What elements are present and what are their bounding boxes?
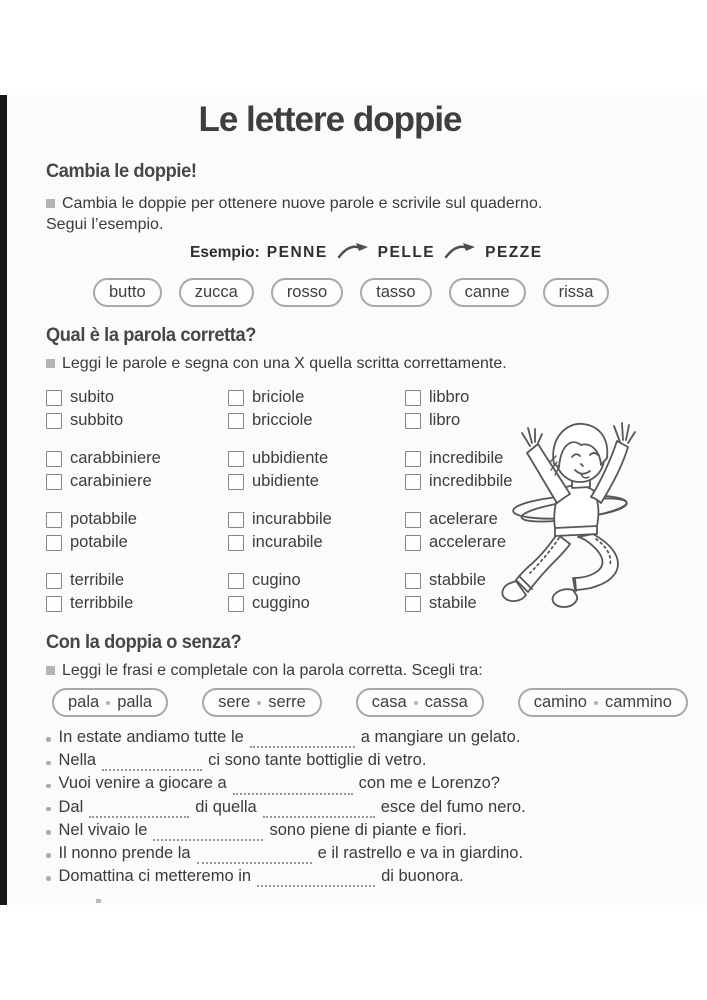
choice-pill-row (52, 688, 688, 717)
word-option (228, 386, 405, 409)
word-option (228, 409, 405, 432)
bullet-dot-icon (46, 830, 51, 835)
separator-dot-icon (106, 701, 110, 705)
checkbox[interactable] (46, 413, 62, 429)
checkbox[interactable] (405, 413, 421, 429)
sentence (46, 774, 676, 797)
word-option-label: stabbile (429, 571, 486, 589)
word-option-label: potabile (70, 533, 128, 551)
word-bubble: tasso (360, 278, 431, 307)
checkbox[interactable] (228, 413, 244, 429)
word-option-label: carabiniere (70, 472, 152, 490)
bullet-dot-icon (46, 761, 51, 766)
instruction-doppia (46, 662, 483, 680)
word-pair (46, 447, 228, 493)
word-option-label: carabbiniere (70, 449, 161, 467)
word-bubble: rosso (271, 278, 343, 307)
checkbox[interactable] (228, 390, 244, 406)
curved-arrow-icon (444, 242, 476, 259)
checkbox[interactable] (405, 451, 421, 467)
instruction-cambia (46, 195, 542, 213)
sentence-text: sono piene di piante e fiori. (269, 820, 467, 839)
word-option-label: incredibile (429, 449, 504, 467)
word-option (405, 386, 565, 409)
choice-word-b: serre (268, 693, 306, 711)
choice-word-b: cammino (604, 693, 672, 711)
scan-edge-bar (0, 95, 7, 905)
word-bubble-row (93, 278, 609, 307)
choice-pill (52, 688, 168, 717)
sentence-text: Nel vivaio le (58, 820, 148, 839)
checkbox[interactable] (405, 512, 421, 528)
word-option (228, 470, 405, 493)
word-option-label: libbro (429, 388, 470, 406)
checkbox[interactable] (46, 512, 62, 528)
word-option (46, 447, 228, 470)
checkbox[interactable] (228, 474, 244, 490)
word-option-label: ubidiente (252, 472, 319, 490)
boy-hula-hoop-illustration (497, 410, 671, 612)
sentence-text: di buonora. (381, 867, 464, 886)
instruction-qual (46, 355, 507, 373)
word-option-label: briciole (252, 388, 305, 406)
word-option-label: bricciole (252, 411, 313, 429)
checkbox[interactable] (46, 573, 62, 589)
word-option (46, 508, 228, 531)
square-bullet-icon (46, 359, 55, 368)
checkbox[interactable] (228, 512, 244, 528)
word-option (46, 470, 228, 493)
word-option (46, 592, 228, 615)
separator-dot-icon (414, 701, 418, 705)
checkbox[interactable] (46, 474, 62, 490)
word-option-label: terribile (70, 571, 125, 589)
esempio-word: PENNE (266, 243, 328, 261)
sentence-text: con me e Lorenzo? (358, 774, 500, 793)
word-option-label: stabile (429, 594, 477, 612)
instruction-qual-text: Leggi le parole e segna con una X quella scritta correttamente. (62, 355, 507, 372)
checkbox-grid (46, 386, 516, 615)
esempio-label: Esempio: (190, 243, 260, 261)
fill-in-blank[interactable] (263, 803, 375, 818)
word-option-label: subito (70, 388, 115, 406)
word-option-label: incurabbile (252, 510, 332, 528)
sentence-list (46, 728, 676, 890)
word-option-label: libro (429, 411, 461, 429)
checkbox[interactable] (228, 535, 244, 551)
sentence (46, 751, 676, 774)
word-option-label: acelerare (429, 510, 498, 528)
word-option-label: subbito (70, 411, 124, 429)
sentence-text: Domattina ci metteremo in (58, 867, 252, 886)
word-option (228, 592, 405, 615)
checkbox[interactable] (405, 596, 421, 612)
choice-word-b: palla (117, 693, 153, 711)
section-heading-cambia: Cambia le doppie! (46, 161, 197, 182)
bullet-dot-icon (46, 784, 51, 789)
word-option-label: incurabile (252, 533, 323, 551)
word-pair (228, 447, 405, 493)
separator-dot-icon (594, 701, 598, 705)
separator-dot-icon (257, 701, 261, 705)
instruction-cambia-line2: Segui l’esempio. (46, 216, 164, 233)
sentence-text: esce del fumo nero. (380, 797, 526, 816)
esempio-row (190, 242, 543, 263)
checkbox[interactable] (405, 573, 421, 589)
fill-in-blank[interactable] (89, 803, 189, 818)
word-option-label: terribbile (70, 594, 134, 612)
checkbox[interactable] (46, 390, 62, 406)
sentence-text: Vuoi venire a giocare a (58, 774, 227, 793)
word-option-label: incredibbile (429, 472, 513, 490)
esempio-word: PELLE (377, 243, 436, 261)
scan-speck (96, 899, 101, 903)
square-bullet-icon (46, 199, 55, 208)
checkbox[interactable] (405, 474, 421, 490)
word-option (228, 531, 405, 554)
checkbox[interactable] (405, 535, 421, 551)
checkbox[interactable] (46, 596, 62, 612)
word-option (228, 508, 405, 531)
word-pair (46, 508, 228, 554)
word-pair (228, 386, 405, 432)
sentence (46, 821, 676, 844)
word-option (228, 569, 405, 592)
choice-word-a: casa (371, 693, 407, 711)
fill-in-blank[interactable] (197, 849, 312, 864)
sentence-text: ci sono tante bottiglie di vetro. (208, 751, 427, 770)
checkbox[interactable] (228, 451, 244, 467)
word-option-label: cugino (252, 571, 301, 589)
word-option (46, 386, 228, 409)
square-bullet-icon (46, 666, 55, 675)
fill-in-blank[interactable] (257, 872, 375, 887)
esempio-word: PEZZE (485, 243, 543, 261)
sentence (46, 798, 676, 821)
word-bubble: canne (449, 278, 526, 307)
word-option-label: potabbile (70, 510, 137, 528)
section-heading-doppia: Con la doppia o senza? (46, 632, 242, 653)
sentence (46, 728, 676, 751)
word-pair (46, 569, 228, 615)
word-pair (46, 386, 228, 432)
word-option-label: cuggino (252, 594, 310, 612)
word-option (46, 569, 228, 592)
sentence (46, 867, 676, 890)
choice-pill (202, 688, 322, 717)
bullet-dot-icon (46, 737, 51, 742)
word-pair (228, 569, 405, 615)
sentence-text: a mangiare un gelato. (360, 728, 521, 746)
sentence (46, 844, 676, 867)
sentence-text: In estate andiamo tutte le (58, 728, 244, 746)
checkbox[interactable] (228, 596, 244, 612)
sentence-text: di quella (195, 797, 257, 816)
choice-pill (518, 688, 688, 717)
choice-pill (356, 688, 484, 717)
fill-in-blank[interactable] (102, 756, 202, 771)
page-title: Le lettere doppie (198, 100, 462, 139)
fill-in-blank[interactable] (250, 733, 355, 748)
choice-word-a: pala (68, 693, 100, 711)
word-bubble: butto (93, 278, 162, 307)
word-option-label: ubbidiente (252, 449, 329, 467)
choice-word-a: camino (533, 693, 587, 711)
word-pair (228, 508, 405, 554)
bullet-dot-icon (46, 876, 51, 881)
sentence-text: e il rastrello e va in giardino. (317, 843, 524, 862)
word-bubble: zucca (179, 278, 254, 307)
checkbox[interactable] (405, 390, 421, 406)
bullet-dot-icon (46, 807, 51, 812)
fill-in-blank[interactable] (233, 780, 353, 795)
bullet-dot-icon (46, 853, 51, 858)
sentence-text: Il nonno prende la (58, 843, 191, 862)
sentence-text: Dal (58, 797, 84, 816)
word-option-label: accelerare (429, 533, 507, 551)
word-option (46, 409, 228, 432)
section-heading-qual: Qual è la parola corretta? (46, 325, 256, 346)
curved-arrow-icon (337, 242, 369, 259)
checkbox[interactable] (228, 573, 244, 589)
choice-word-a: sere (218, 693, 251, 711)
word-option (228, 447, 405, 470)
word-bubble: rissa (543, 278, 610, 307)
instruction-doppia-text: Leggi le frasi e completale con la parola corretta. Scegli tra: (62, 662, 483, 679)
sentence-text: Nella (58, 751, 97, 770)
fill-in-blank[interactable] (153, 826, 263, 841)
word-option (46, 531, 228, 554)
checkbox[interactable] (46, 451, 62, 467)
choice-word-b: cassa (424, 693, 468, 711)
instruction-cambia-text: Cambia le doppie per ottenere nuove parole e scrivile sul quaderno. (62, 195, 543, 212)
checkbox[interactable] (46, 535, 62, 551)
